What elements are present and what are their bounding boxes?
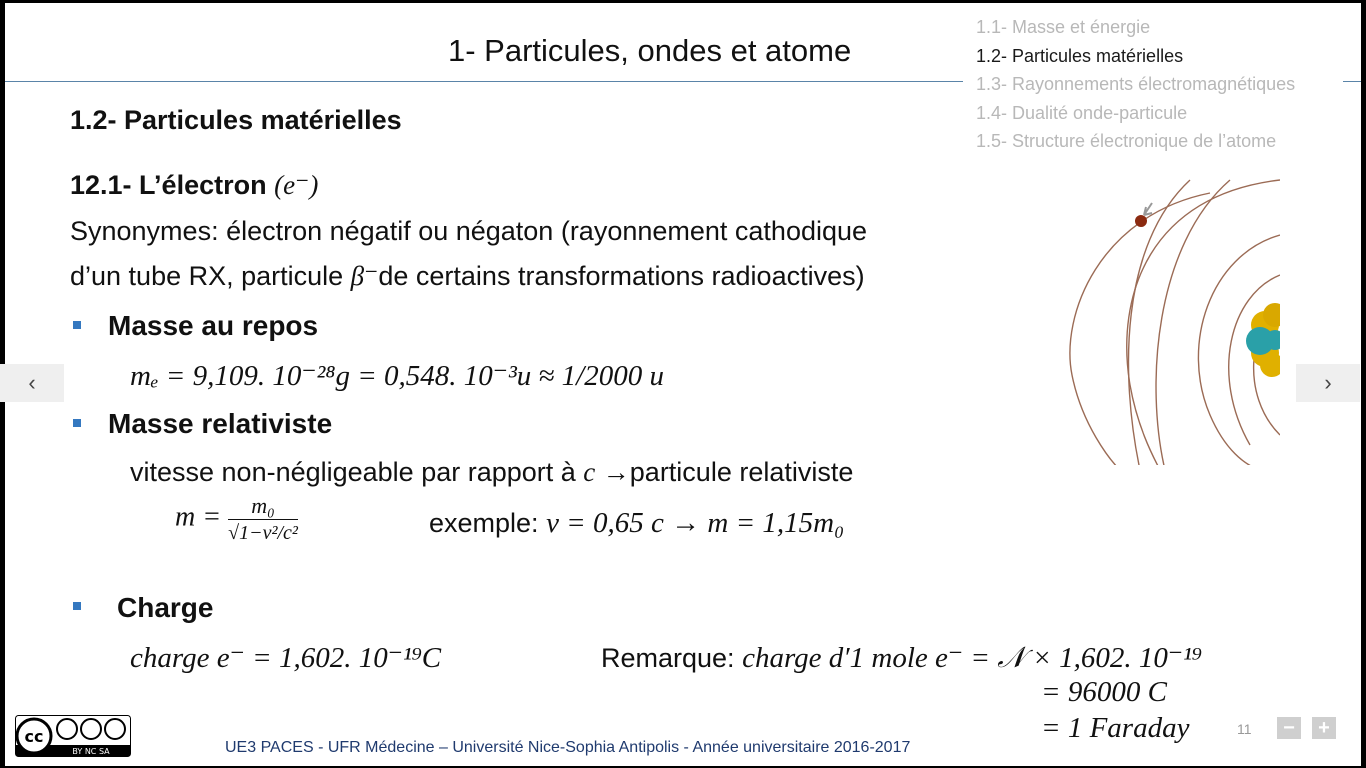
footer-text: UE3 PACES - UFR Médecine – Université Nice-Sophia Antipolis - Année universitaire 2016-2017 xyxy=(225,739,911,756)
relativistic-mass-formula xyxy=(175,493,298,545)
electron-arrow-icon xyxy=(1144,203,1152,215)
slide-title: 1- Particules, ondes et atome xyxy=(448,33,852,68)
zoom-out-button[interactable]: − xyxy=(1277,717,1301,739)
formula-fraction xyxy=(228,493,298,545)
remark-equation-2: = 96000 C xyxy=(1041,676,1167,708)
sub-heading-text: 12.1- L’électron xyxy=(70,170,267,200)
table-of-contents xyxy=(976,13,1356,156)
svg-text:cc: cc xyxy=(24,727,44,746)
charge-equation: charge e⁻ = 1,602. 10⁻¹⁹C xyxy=(130,642,442,674)
relativistic-text xyxy=(130,457,853,488)
remark-equation-3: = 1 Faraday xyxy=(1041,712,1190,744)
remark xyxy=(601,640,1202,675)
synonyms-line-2a: d’un tube RX, particule xyxy=(70,261,351,291)
bullet-masse-relativiste: Masse relativiste xyxy=(108,408,333,439)
chevron-right-icon: › xyxy=(1324,370,1332,395)
relativistic-text-part2: →particule relativiste xyxy=(595,457,854,487)
bullet-marker xyxy=(73,602,81,610)
license-text: BY NC SA xyxy=(72,747,110,756)
example xyxy=(429,507,844,540)
toc-item-masse-energie[interactable]: 1.1- Masse et énergie xyxy=(976,17,1151,37)
formula-denominator: √1−v²/c² xyxy=(228,519,298,545)
synonyms-text xyxy=(70,209,1020,299)
slide xyxy=(5,3,1361,766)
zoom-in-button[interactable]: + xyxy=(1312,717,1336,739)
formula-lhs: m = xyxy=(175,501,222,533)
electron-orbits xyxy=(1070,180,1280,465)
section-heading: 1.2- Particules matérielles xyxy=(70,105,402,135)
bullet-charge: Charge xyxy=(117,592,214,623)
electron-symbol: (e⁻) xyxy=(274,170,319,200)
example-label: exemple: xyxy=(429,508,547,538)
nucleus xyxy=(1246,303,1280,377)
formula-denominator-text: 1−v²/c² xyxy=(239,522,298,544)
synonyms-line-1: Synonymes: électron négatif ou négaton (rayonnement cathodique xyxy=(70,216,868,246)
toc-item-dualite[interactable]: 1.4- Dualité onde-particule xyxy=(976,102,1188,123)
remark-label: Remarque: xyxy=(601,643,743,673)
synonyms-line-2b: de certains transformations radioactives) xyxy=(378,261,865,291)
toc-item-structure[interactable]: 1.5- Structure électronique de l’atome xyxy=(976,131,1277,151)
atom-illustration xyxy=(1060,175,1280,465)
previous-slide-button[interactable] xyxy=(0,364,64,402)
beta-symbol: β⁻ xyxy=(350,261,379,291)
remark-equation-1: charge d′1 mole e⁻ = 𝒩 × 1,602. 10⁻¹⁹ xyxy=(742,642,1202,674)
creative-commons-license-badge xyxy=(15,715,131,757)
sub-heading xyxy=(70,170,318,201)
chevron-left-icon: ‹ xyxy=(28,370,36,395)
page-number: 11 xyxy=(1237,721,1252,737)
relativistic-text-part1: vitesse non-négligeable par rapport à xyxy=(130,457,584,487)
speed-of-light-symbol: c xyxy=(583,457,596,487)
next-slide-button[interactable] xyxy=(1296,364,1360,402)
formula-numerator: m₀ xyxy=(251,493,275,518)
toc-item-particules-materielles[interactable]: 1.2- Particules matérielles xyxy=(976,45,1184,66)
rest-mass-equation: mₑ = 9,109. 10⁻²⁸g = 0,548. 10⁻³u ≈ 1/2000 u xyxy=(130,360,664,392)
toc-item-rayonnements[interactable]: 1.3- Rayonnements électromagnétiques xyxy=(976,74,1296,94)
electron-dot xyxy=(1135,215,1147,227)
bullet-marker xyxy=(73,321,81,329)
bullet-marker xyxy=(73,419,81,427)
bullet-masse-repos: Masse au repos xyxy=(108,310,319,341)
example-equation: v = 0,65 c → m = 1,15m₀ xyxy=(546,507,845,539)
